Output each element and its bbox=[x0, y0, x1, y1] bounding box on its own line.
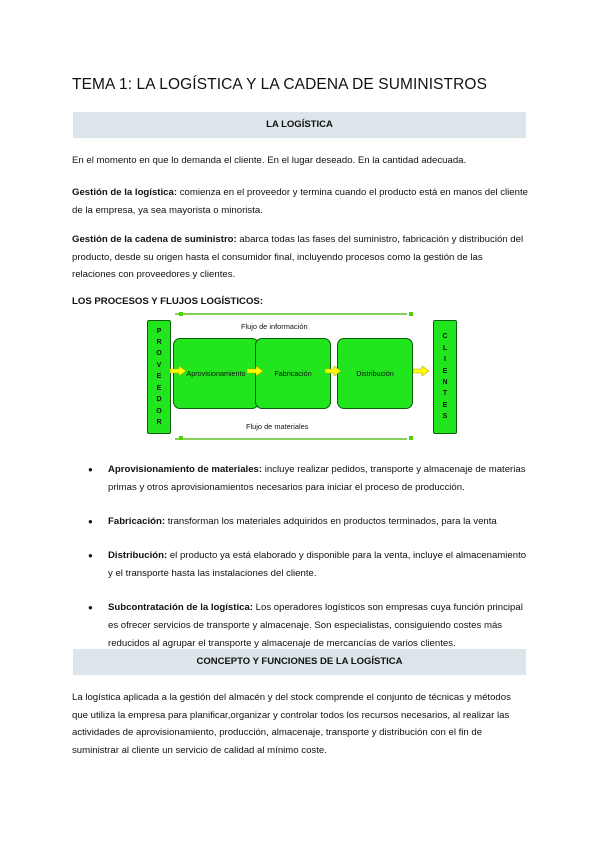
bullet-term: Distribución: bbox=[108, 550, 168, 561]
list-item bbox=[88, 599, 528, 653]
list-item bbox=[88, 547, 528, 583]
gestion-logistica-text: comienza en el proveedor y termina cuando el producto está en manos del cliente de la empresa, ya sea mayorista o minorista. bbox=[72, 187, 528, 216]
bullet-text: Los operadores logísticos son empresas cuya función principal es ofrecer servicios de transporte y almacenaje. Son especialistas, consiguiendo costes más reducidos al agrupar el transporte y almacenaje de mercancías de varios clientes. bbox=[108, 602, 523, 649]
bullet-text: incluye realizar pedidos, transporte y almacenaje de materias primas y otros aprovisionamientos necesarios para iniciar el proceso de producción. bbox=[108, 464, 526, 493]
diagram-marker bbox=[179, 436, 183, 440]
bullet-text: el producto ya está elaborado y disponible para la venta, incluye el almacenamiento y el transporte hasta las instalaciones del cliente. bbox=[108, 550, 527, 579]
flow-arrow-icon bbox=[170, 366, 186, 376]
flow-arrow-icon bbox=[247, 366, 263, 376]
bullet-text: transforman los materiales adquiridos en productos terminados, para la venta bbox=[165, 516, 497, 527]
clientes-letter: N bbox=[442, 379, 448, 386]
bullet-term: Subcontratación de la logística: bbox=[108, 602, 253, 613]
intro-paragraph: En el momento en que lo demanda el cliente. En el lugar deseado. En la cantidad adecuada. bbox=[72, 155, 467, 166]
diagram-marker bbox=[409, 312, 413, 316]
concepto-paragraph: La logística aplicada a la gestión del almacén y del stock comprende el conjunto de técnicas y métodos que utiliza la empresa para planificar,organizar y controlar todos los recursos necesarios, al realizar las actividades de aprovisionamiento, producción, almacenaje, transporte y distribución con el fin de suministrar al cliente un servicio de calidad al mínimo coste. bbox=[72, 692, 511, 756]
distribucion-box bbox=[337, 338, 413, 409]
clientes-letter: E bbox=[442, 367, 448, 375]
bullet-term: Fabricación: bbox=[108, 516, 166, 527]
clientes-letter: S bbox=[442, 413, 448, 421]
proveedor-letter: D bbox=[156, 396, 162, 404]
clientes-letter: E bbox=[442, 401, 448, 409]
flujo-materiales-label: Flujo de materiales bbox=[246, 422, 309, 431]
logistics-flow-diagram bbox=[145, 312, 457, 440]
proveedor-letter: O bbox=[156, 407, 162, 415]
bullet-term: Aprovisionamiento de materiales: bbox=[108, 464, 263, 475]
list-item bbox=[88, 513, 528, 531]
proveedor-letter: R bbox=[156, 339, 162, 347]
proveedor-letter: O bbox=[156, 350, 162, 358]
diagram-marker bbox=[409, 436, 413, 440]
diagram-marker bbox=[179, 312, 183, 316]
proveedor-letter: E bbox=[156, 373, 162, 381]
flow-arrow-icon bbox=[413, 366, 429, 376]
aprovisionamiento-label: Aprovisionamiento bbox=[186, 369, 246, 378]
diagram-frame-top bbox=[175, 313, 407, 315]
gestion-cadena-text: abarca todas las fases del suministro, fabricación y distribución del producto, desde su origen hasta el consumidor final, incluyendo procesos como la gestión de las relaciones con proveedores y clientes. bbox=[72, 234, 524, 281]
clientes-letter: I bbox=[444, 356, 446, 364]
procesos-heading: LOS PROCESOS Y FLUJOS LOGÍSTICOS: bbox=[72, 296, 264, 307]
section-heading-concepto: CONCEPTO Y FUNCIONES DE LA LOGÍSTICA bbox=[73, 649, 526, 675]
list-item bbox=[88, 461, 528, 497]
process-bullet-list bbox=[88, 461, 528, 653]
gestion-cadena-term: Gestión de la cadena de suministro: bbox=[72, 234, 237, 245]
gestion-logistica-paragraph bbox=[72, 184, 528, 219]
clientes-box bbox=[433, 320, 457, 434]
proveedor-letter: R bbox=[156, 418, 162, 426]
flow-arrow-icon bbox=[325, 366, 341, 376]
proveedor-letter: V bbox=[156, 361, 162, 369]
clientes-letter: C bbox=[442, 333, 448, 341]
fabricacion-box bbox=[255, 338, 331, 409]
fabricacion-label: Fabricación bbox=[274, 369, 312, 378]
gestion-logistica-term: Gestión de la logística: bbox=[72, 187, 178, 198]
flujo-informacion-label: Flujo de información bbox=[241, 322, 308, 331]
clientes-letter: L bbox=[442, 344, 448, 352]
clientes-letter: T bbox=[442, 390, 448, 398]
proveedor-box bbox=[147, 320, 171, 434]
proveedor-letter: E bbox=[156, 384, 162, 392]
diagram-frame-bottom bbox=[175, 438, 407, 440]
distribucion-label: Distribución bbox=[356, 369, 394, 378]
section-heading-logistica: LA LOGÍSTICA bbox=[73, 112, 526, 138]
page-title: TEMA 1: LA LOGÍSTICA Y LA CADENA DE SUMINISTROS bbox=[72, 76, 488, 93]
proveedor-letter: P bbox=[156, 327, 162, 335]
gestion-cadena-paragraph bbox=[72, 231, 528, 284]
